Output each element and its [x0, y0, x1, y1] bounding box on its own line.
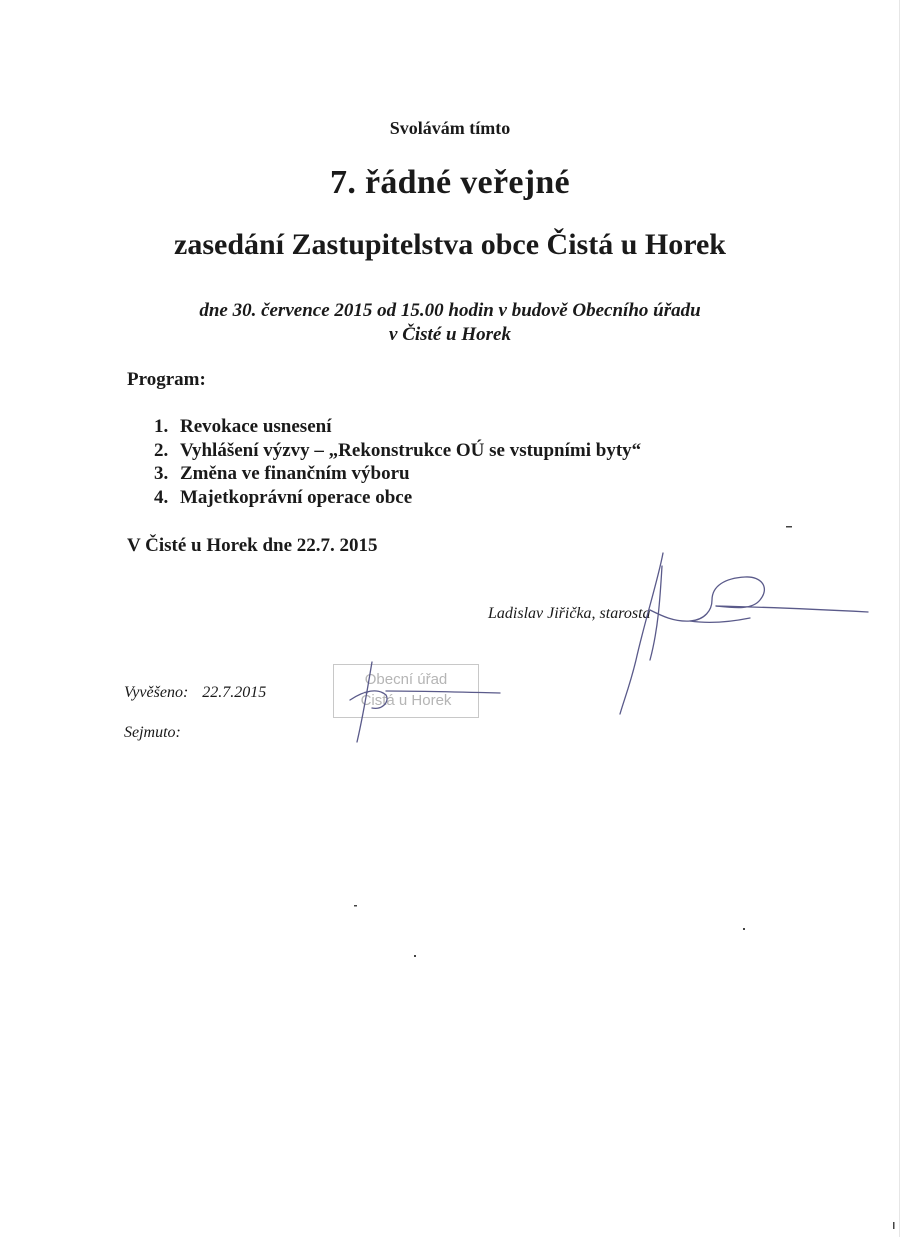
intro-text: Svolávám tímto	[389, 118, 511, 138]
place-date: V Čisté u Horek dne 22.7. 2015	[127, 535, 378, 556]
date-line-2: v Čisté u Horek	[389, 324, 511, 345]
list-item: 1. Revokace usnesení	[154, 416, 332, 437]
scan-speck	[414, 955, 416, 957]
signature-stroke	[650, 566, 662, 660]
list-item: 2. Vyhlášení výzvy – „Rekonstrukce OÚ se vstupními byty“	[154, 439, 642, 461]
posted-date	[124, 684, 266, 702]
posted-value: 22.7.2015	[202, 684, 267, 701]
date-line-1: dne 30. července 2015 od 15.00 hodin v budově Obecního úřadu	[199, 300, 701, 321]
program-list	[154, 415, 641, 509]
signature-stroke	[716, 606, 868, 612]
removed-label: Sejmuto:	[124, 724, 181, 741]
signature-stroke	[690, 618, 750, 622]
scan-speck	[743, 928, 745, 930]
stamp-line-2: Čistá u Horek	[360, 692, 452, 709]
program-item-text: Změna ve finančním výboru	[180, 463, 410, 484]
removed-date	[124, 724, 181, 742]
program-item-text: Revokace usnesení	[180, 416, 332, 437]
scan-speck	[893, 1222, 895, 1229]
scan-speck	[354, 905, 357, 907]
list-item: 4. Majetkoprávní operace obce	[154, 486, 413, 508]
program-heading: Program:	[127, 369, 206, 390]
title-line-1: 7. řádné veřejné	[330, 164, 570, 201]
office-stamp	[333, 664, 479, 718]
posted-label: Vyvěšeno:	[124, 684, 189, 701]
program-item-text: Vyhlášení výzvy – „Rekonstrukce OÚ se vstupními byty“	[180, 439, 642, 461]
title-line-2: zasedání Zastupitelstva obce Čistá u Horek	[174, 228, 726, 261]
program-item-text: Majetkoprávní operace obce	[180, 486, 413, 508]
stamp-line-1: Obecní úřad	[364, 671, 448, 688]
signature-name: Ladislav Jiřička, starosta	[488, 605, 651, 622]
signature-stroke	[620, 553, 663, 714]
scan-speck	[786, 526, 792, 528]
list-item: 3. Změna ve finančním výboru	[154, 463, 410, 484]
signature-stroke	[650, 577, 764, 621]
